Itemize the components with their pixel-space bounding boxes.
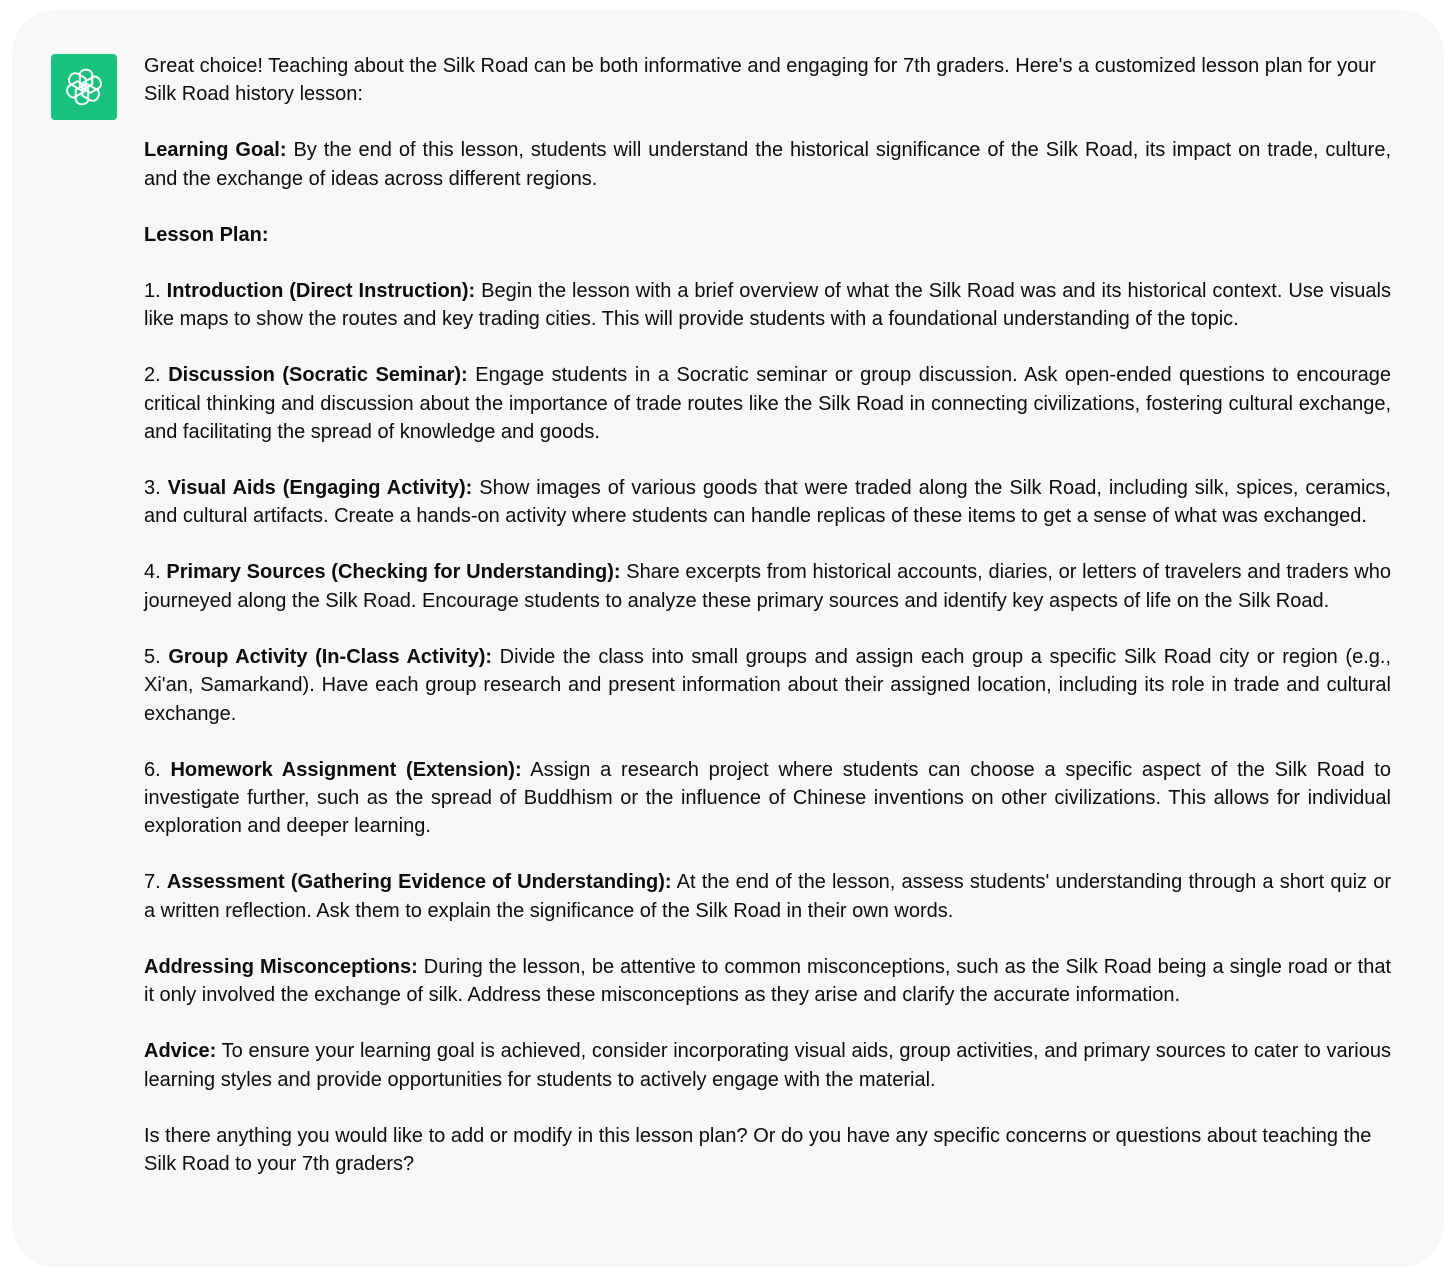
learning-goal-paragraph xyxy=(144,136,1391,193)
step-title: Discussion (Socratic Seminar): xyxy=(168,364,468,387)
step-item xyxy=(144,643,1391,728)
step-title: Homework Assignment (Extension): xyxy=(170,758,522,781)
step-title: Primary Sources (Checking for Understanding): xyxy=(166,561,621,584)
step-number: 2. xyxy=(144,364,169,387)
step-item xyxy=(144,558,1391,615)
step-title: Assessment (Gathering Evidence of Understanding): xyxy=(166,871,672,894)
step-text: Divide the class into small groups and assign each group a specific Silk Road city or region (e.g., Xi'an, Samarkand). Have each group research and present information about their assigned location, including its role in trade and cultural exchange. xyxy=(144,645,1392,725)
message-intro: Great choice! Teaching about the Silk Road can be both informative and engaging for 7th graders. Here's a customized lesson plan for your Silk Road history lesson: xyxy=(144,55,1376,106)
learning-goal-text: By the end of this lesson, students will understand the historical significance of the Silk Road, its impact on trade, culture, and the exchange of ideas across different regions. xyxy=(144,139,1391,190)
step-title: Visual Aids (Engaging Activity): xyxy=(167,477,473,500)
step-item xyxy=(144,474,1391,531)
step-text: Begin the lesson with a brief overview of what the Silk Road was and its historical context. Use visuals like maps to show the routes and key trading cities. This will provide students with a foundational understanding of the topic. xyxy=(144,279,1391,331)
lesson-plan-heading-paragraph xyxy=(144,221,1391,249)
step-item xyxy=(144,277,1391,334)
step-item xyxy=(144,868,1391,925)
step-text: Engage students in a Socratic seminar or group discussion. Ask open-ended questions to encourage critical thinking and discussion about the importance of trade routes like the Silk Road in connecting civilizations, fostering cultural exchange, and facilitating the spread of knowledge and goods. xyxy=(144,364,1391,444)
step-number: 3. xyxy=(144,477,168,500)
misconceptions-paragraph xyxy=(144,953,1391,1010)
assistant-message-card xyxy=(12,10,1444,1267)
step-title: Introduction (Direct Instruction): xyxy=(166,279,476,302)
step-number: 4. xyxy=(144,561,167,584)
step-number: 5. xyxy=(144,645,169,668)
step-text: Assign a research project where students can choose a specific aspect of the Silk Road to investigate further, such as the spread of Buddhism or the influence of Chinese inventions on other civilizations. This allows for individual exploration and deeper learning. xyxy=(144,758,1391,838)
misconceptions-label: Addressing Misconceptions: xyxy=(144,955,418,978)
lesson-plan-heading: Lesson Plan: xyxy=(144,223,269,246)
step-text: At the end of the lesson, assess students' understanding through a short quiz or a written reflection. Ask them to explain the significance of the Silk Road in their own words. xyxy=(144,871,1391,922)
step-title: Group Activity (In-Class Activity): xyxy=(168,645,493,668)
advice-text: To ensure your learning goal is achieved, consider incorporating visual aids, group activities, and primary sources to cater to various learning styles and provide opportunities for students to actively engage with the material. xyxy=(144,1040,1391,1091)
assistant-message-body xyxy=(144,52,1391,1179)
assistant-avatar xyxy=(51,54,117,120)
advice-label: Advice: xyxy=(144,1040,217,1063)
misconceptions-text: During the lesson, be attentive to common misconceptions, such as the Silk Road being a single road or that it only involved the exchange of silk. Address these misconceptions as they arise and clarify the accurate information. xyxy=(144,955,1392,1007)
step-number: 1. xyxy=(144,279,167,302)
openai-logo-icon xyxy=(61,64,107,110)
step-text: Share excerpts from historical accounts, diaries, or letters of travelers and traders who journeyed along the Silk Road. Encourage students to analyze these primary sources and identify key aspects of life on the Silk Road. xyxy=(144,561,1391,612)
step-item xyxy=(144,756,1391,841)
step-number: 7. xyxy=(144,871,167,894)
step-text: Show images of various goods that were traded along the Silk Road, including silk, spices, ceramics, and cultural artifacts. Create a hands-on activity where students can handle replicas of these items to get a sense of what was exchanged. xyxy=(144,477,1391,528)
advice-paragraph xyxy=(144,1037,1391,1094)
step-number: 6. xyxy=(144,758,171,781)
learning-goal-label: Learning Goal: xyxy=(144,139,287,162)
step-item xyxy=(144,361,1391,446)
message-closing: Is there anything you would like to add or modify in this lesson plan? Or do you have any specific concerns or questions about teaching the Silk Road to your 7th graders? xyxy=(144,1124,1372,1176)
